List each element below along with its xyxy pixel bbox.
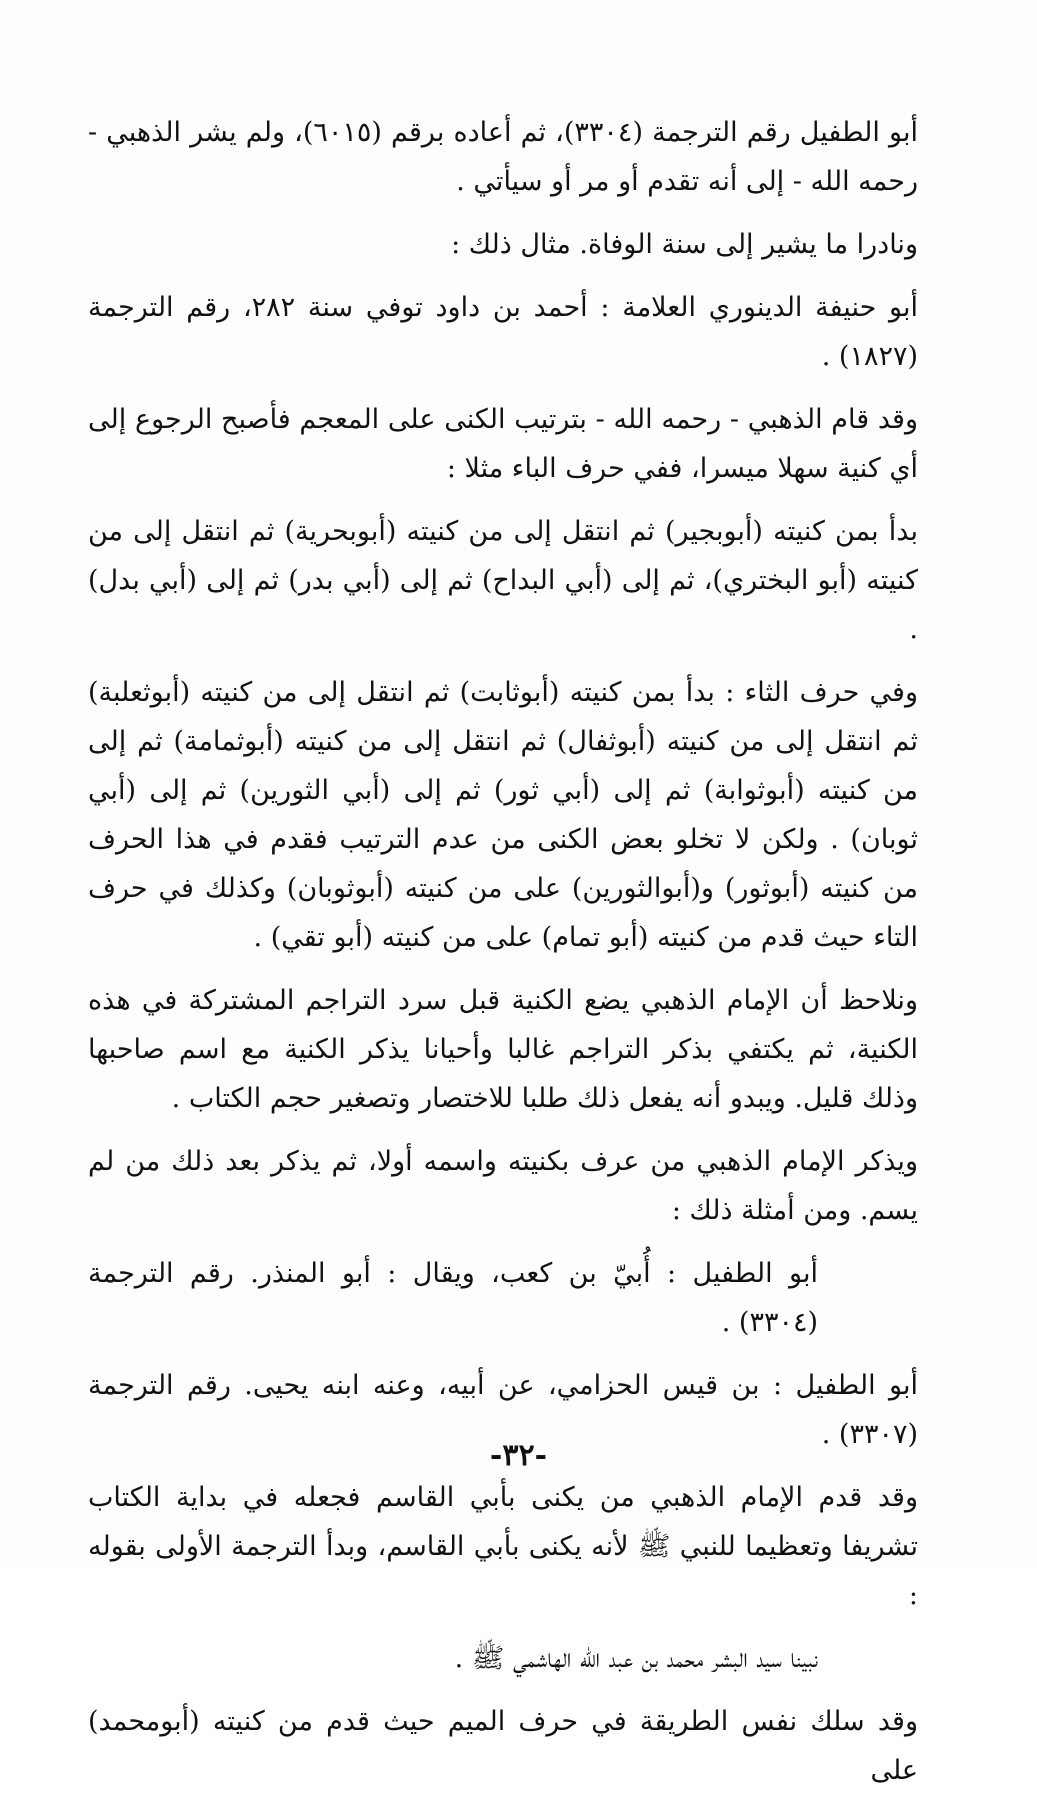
paragraph-abu-hanifa-example: أبو حنيفة الدينوري العلامة : أحمد بن داود توفي سنة ٢٨٢، رقم الترجمة (١٨٢٧) . [88, 292, 919, 372]
paragraph-prophet-entry: نبينا سيد البشر محمد بن عبد الله الهاشمي ﷺ . [454, 1643, 818, 1674]
paragraph-example-ibn-qays: أبو الطفيل : بن قيس الحزامي، عن أبيه، وعنه ابنه يحيى. رقم الترجمة (٣٣٠٧) . [88, 1370, 918, 1450]
paragraph-alphabetical-order: وقد قام الذهبي - رحمه الله - بترتيب الكنى على المعجم فأصبح الرجوع إلى أي كنية سهلا ميسرا، ففي حرف الباء مثلا : [88, 404, 918, 484]
paragraph-letter-mim-method: وقد سلك نفس الطريقة في حرف الميم حيث قدم من كنيته (أبومحمد) على [88, 1706, 918, 1786]
paragraph-example-ubayy: أبو الطفيل : أُبيّ بن كعب، ويقال : أبو المنذر. رقم الترجمة (٣٣٠٤) . [88, 1258, 818, 1338]
paragraph-death-year-note: ونادرا ما يشير إلى سنة الوفاة. مثال ذلك : [451, 229, 918, 260]
paragraph-letter-tha-example: وفي حرف الثاء : بدأ بمن كنيته (أبوثابت) ثم انتقل إلى من كنيته (أبوثعلبة) ثم انتقل إلى من كنيته (أبوثفال) ثم انتقل إلى من كنيته (أبوثمامة) ثم إلى من كنيته (أبوثوابة) ثم إلى (أبي ثور) ثم إلى (أبي الثورين) ثم إلى (أبي ثوبان) . ولكن لا تخلو بعض الكنى من عدم الترتيب فقدم في هذا الحرف من كنيته (أبوثور) و(أبوالثورين) على من كنيته (أبوثوبان) وكذلك في حرف التاء حيث قدم من كنيته (أبو تمام) على من كنيته (أبو تقي) . [88, 677, 918, 953]
paragraph-letter-ba-example: بدأ بمن كنيته (أبوبجير) ثم انتقل إلى من كنيته (أبوبحرية) ثم انتقل إلى من كنيته (أبو البختري)، ثم إلى (أبي البداح) ثم إلى (أبي بدر) ثم إلى (أبي بدل) . [88, 516, 918, 645]
paragraph-kunya-before-biographies: ونلاحظ أن الإمام الذهبي يضع الكنية قبل سرد التراجم المشتركة في هذه الكنية، ثم يكتفي بذكر التراجم غالبا وأحيانا يذكر الكنية مع اسم صاحبها وذلك قليل. ويبدو أنه يفعل ذلك طلبا للاختصار وتصغير حجم الكتاب . [88, 985, 918, 1114]
page-body-text [88, 108, 918, 1809]
page-number: -٣٢- [489, 1438, 548, 1473]
paragraph-abu-al-qasim-first: وقد قدم الإمام الذهبي من يكنى بأبي القاسم فجعله في بداية الكتاب تشريفا وتعظيما للنبي ﷺ لأنه يكنى بأبي القاسم، وبدأ الترجمة الأولى بقوله : [88, 1482, 918, 1611]
paragraph-abu-tufayl-repeat: أبو الطفيل رقم الترجمة (٣٣٠٤)، ثم أعاده برقم (٦٠١٥)، ولم يشر الذهبي - رحمه الله - إلى أنه تقدم أو مر أو سيأتي . [88, 117, 918, 197]
paragraph-known-by-kunya-first: ويذكر الإمام الذهبي من عرف بكنيته واسمه أولا، ثم يذكر بعد ذلك من لم يسم. ومن أمثلة ذلك : [88, 1146, 918, 1226]
